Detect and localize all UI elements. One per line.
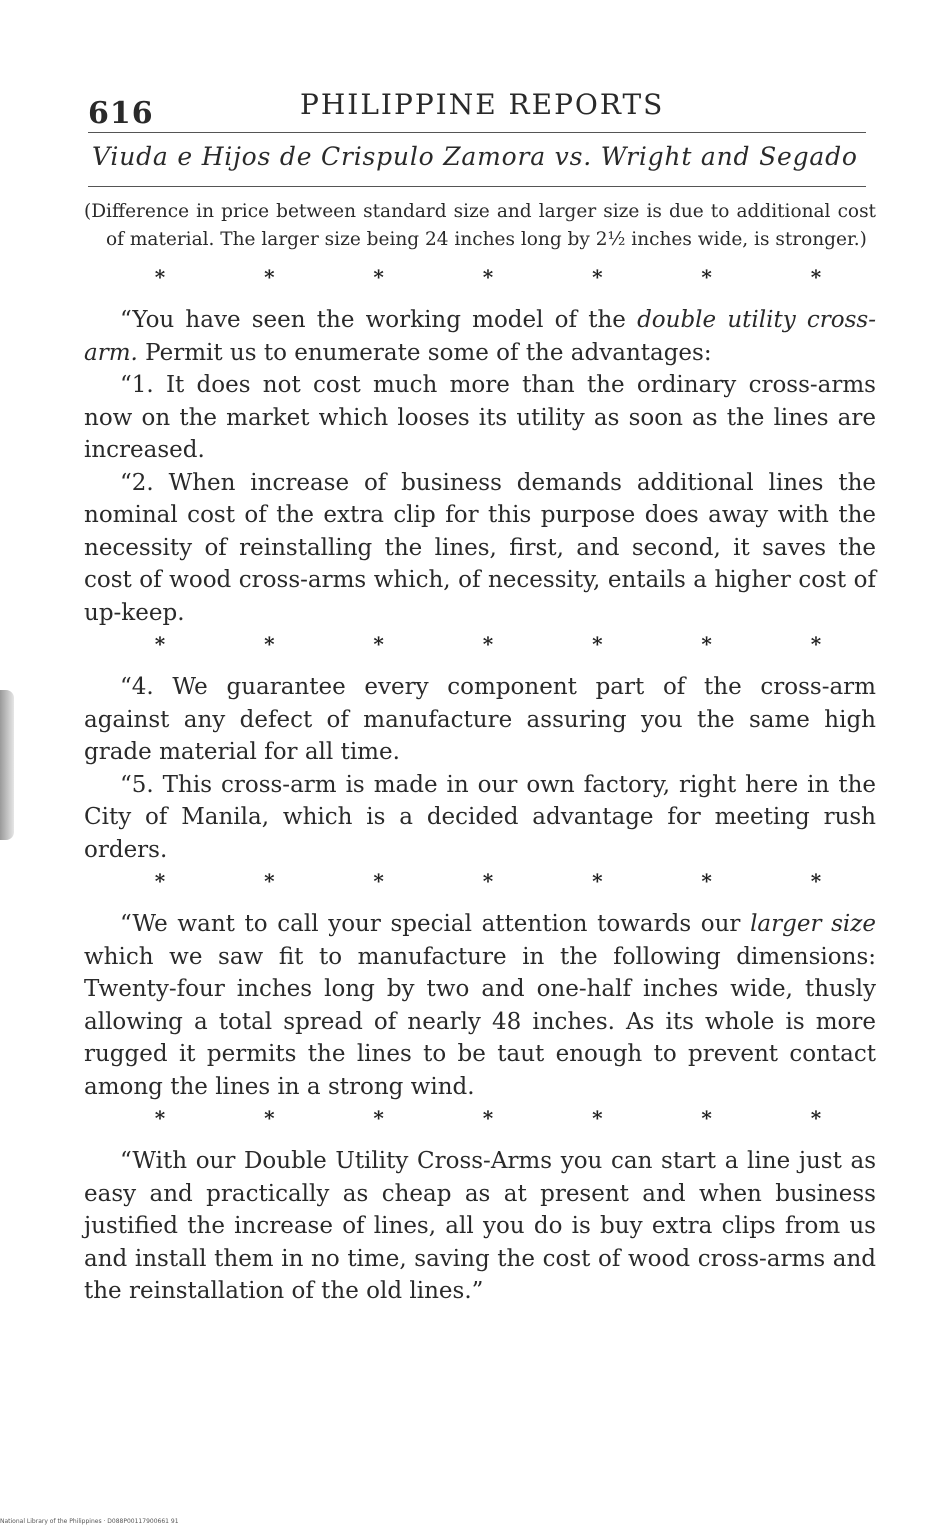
- ellipsis-star: *: [701, 632, 712, 656]
- ellipsis-star: *: [482, 632, 494, 656]
- case-title: Viuda e Hijos de Crispulo Zamora vs. Wright and Segado: [92, 142, 858, 171]
- ellipsis-star: *: [264, 869, 275, 893]
- ellipsis-star: *: [810, 265, 822, 289]
- page-header: [88, 82, 868, 132]
- ellipsis-star: *: [154, 869, 166, 893]
- ellipsis-star: *: [154, 265, 166, 289]
- header-rule: [88, 132, 866, 133]
- paragraph-advantage-2: “2. When increase of business demands additional lines the nominal cost of the extra clip for this purpose does away with the necessity of reinstalling the lines, first, and second, it saves the cost of wood cross-arms which, of necessity, entails a higher cost of up-keep.: [84, 469, 876, 626]
- paragraph-text: Permit us to enumerate some of the advantages:: [137, 339, 712, 366]
- scan-footer: National Library of the Philippines · D088P00117900661 91: [0, 1518, 179, 1525]
- body-text: [84, 198, 876, 1308]
- ellipsis-star: *: [264, 265, 275, 289]
- ellipsis-star: *: [592, 1106, 603, 1130]
- ellipsis-star: *: [810, 869, 822, 893]
- ellipsis-star: *: [373, 632, 384, 656]
- paragraph-intro: [84, 304, 876, 369]
- ellipsis-star: *: [264, 1106, 275, 1130]
- case-title-rule: [88, 186, 866, 187]
- paragraph-emphasis: double utility cross-arm.: [84, 307, 876, 366]
- ellipsis-star: *: [592, 632, 603, 656]
- paragraph-text: “We want to call your special attention towards our: [120, 911, 751, 937]
- page-edge-shadow: [0, 690, 14, 840]
- paragraph-advantage-4: “4. We guarantee every component part of the cross-arm against any defect of manufacture assuring you the same high grade material for all time.: [84, 674, 876, 765]
- ellipsis-stars: [84, 866, 876, 908]
- ellipsis-star: *: [482, 869, 494, 893]
- ellipsis-star: *: [373, 869, 384, 893]
- ellipsis-stars: [84, 262, 876, 304]
- price-note: (Difference in price between standard size and larger size is due to additional cost of material. The larger size being 24 inches long by 2½ inches wide, is stronger.): [84, 201, 876, 250]
- paragraph-advantage-1: “1. It does not cost much more than the ordinary cross-arms now on the market which looses its utility as soon as the lines are increased.: [84, 372, 876, 463]
- ellipsis-star: *: [482, 265, 494, 289]
- paragraph-text: which we saw fit to manufacture in the following dimensions: Twenty-four inches long by two and one-half inches wide, thusly allowing a total spread of nearly 48 inches. As its whole is more rugged it permits the lines to be taut enough to prevent contact among the lines in a strong wind.: [84, 943, 876, 1100]
- paragraph-advantage-5: “5. This cross-arm is made in our own factory, right here in the City of Manila, which is a decided advantage for meeting rush orders.: [84, 771, 876, 863]
- page-number: 616: [88, 96, 154, 131]
- ellipsis-star: *: [810, 632, 822, 656]
- ellipsis-star: *: [701, 1106, 712, 1130]
- ellipsis-star: *: [482, 1106, 494, 1130]
- ellipsis-star: *: [701, 869, 712, 893]
- paragraph-text: “You have seen the working model of the: [120, 307, 638, 333]
- paragraph-emphasis: larger size: [750, 911, 877, 937]
- ellipsis-star: *: [701, 265, 712, 289]
- ellipsis-star: *: [592, 265, 603, 289]
- ellipsis-star: *: [154, 632, 166, 656]
- ellipsis-star: *: [373, 265, 384, 289]
- running-title: PHILIPPINE REPORTS: [300, 88, 665, 121]
- ellipsis-star: *: [592, 869, 603, 893]
- ellipsis-star: *: [154, 1106, 166, 1130]
- ellipsis-star: *: [810, 1106, 822, 1130]
- paragraph-double-utility: “With our Double Utility Cross-Arms you can start a line just as easy and practically as cheap as at present and when business justified the increase of lines, all you do is buy extra clips from us and install them in no time, saving the cost of wood cross-arms and the reinstallation of the old lines.”: [84, 1148, 876, 1304]
- paragraph-larger-size: [84, 908, 876, 1103]
- ellipsis-star: *: [373, 1106, 384, 1130]
- ellipsis-star: *: [264, 632, 275, 656]
- ellipsis-stars: [84, 629, 876, 671]
- ellipsis-stars: [84, 1103, 876, 1145]
